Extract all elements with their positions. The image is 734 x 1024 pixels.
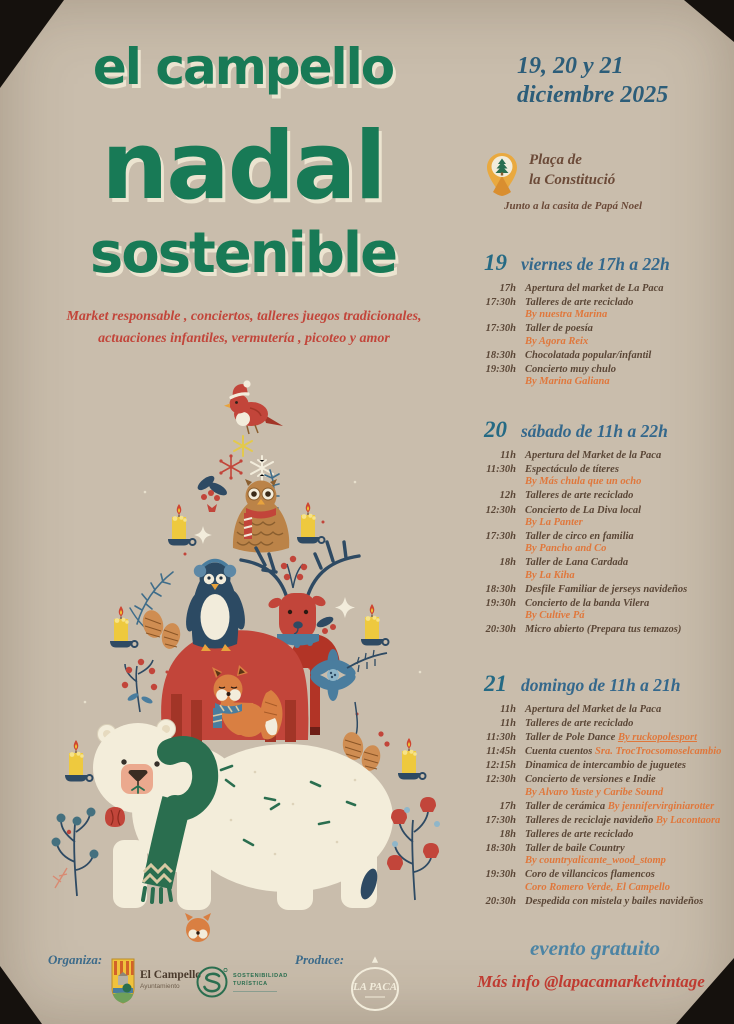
event-subline — [525, 309, 728, 321]
event-time: 11h — [500, 704, 516, 715]
event-credit-text: Coro Romero Verde, El Campello — [525, 881, 670, 893]
event-credit-text: By Pancho and Co — [525, 543, 607, 555]
event-text: Taller de circo en familia — [525, 530, 634, 542]
event-time: 12:30h — [485, 504, 516, 516]
event-text: Coro de villancicos flamencos — [525, 869, 655, 881]
day-header: viernes de 17h a 22h — [521, 254, 670, 274]
day-number: 20 — [484, 417, 507, 442]
event-time: 19:30h — [485, 363, 516, 375]
event-text: Cuenta cuentos — [525, 746, 596, 758]
schedule-item — [468, 774, 728, 799]
event-subline — [525, 376, 728, 388]
berry-plant-left — [122, 659, 157, 712]
event-description — [525, 350, 728, 362]
photo-corner-top-right — [684, 0, 734, 42]
slogo-divider — [233, 991, 277, 992]
schedule-item — [468, 283, 728, 295]
schedule-item — [468, 323, 728, 348]
sostenibilidad-logo-text — [233, 972, 288, 992]
event-description — [525, 283, 728, 295]
event-credit-text: By nuestra Marina — [525, 309, 608, 321]
day-header-row — [468, 250, 728, 276]
day-items — [468, 704, 728, 908]
event-time: 17:30h — [485, 297, 516, 309]
event-description — [525, 704, 728, 716]
event-text: Apertura del market de La Paca — [525, 283, 664, 294]
owl-illustration — [233, 479, 289, 553]
dates-line1: 19, 20 y 21 — [517, 53, 624, 79]
event-credit-text: By Alvaro Yuste y Caribe Sound — [525, 786, 664, 798]
location-line2: la Constitució — [529, 171, 616, 188]
schedule-item — [468, 557, 728, 582]
event-time: 17:30h — [485, 530, 516, 542]
day-items — [468, 450, 728, 636]
slogo-line2: TURÍSTICA — [233, 981, 268, 988]
free-event-text: evento gratuito — [529, 936, 661, 960]
event-time: 18h — [499, 557, 516, 569]
event-credit-text: By ruckopolesport — [617, 732, 697, 744]
event-time: 18:30h — [485, 842, 516, 854]
event-text: Talleres de arte reciclado — [525, 297, 634, 309]
event-description — [525, 718, 728, 730]
red-berry-branch — [281, 556, 307, 588]
event-description — [525, 464, 728, 489]
schedule-item — [468, 869, 728, 894]
event-text: Concierto de la banda Vilera — [525, 597, 650, 609]
event-credit-text: By La Kiha — [525, 569, 575, 581]
schedule-item — [468, 843, 728, 868]
schedule-item — [468, 760, 728, 772]
event-credit-text: By Marina Galiana — [525, 376, 610, 388]
event-description — [525, 896, 728, 908]
location-pin-with-tree-icon — [486, 152, 518, 197]
schedule-item — [468, 718, 728, 730]
day-header-row — [468, 417, 728, 443]
event-time: 18:30h — [485, 583, 516, 595]
event-credit-text: By countryalicante_wood_stomp — [525, 855, 666, 867]
event-time: 20:30h — [485, 895, 516, 907]
event-description — [525, 624, 728, 636]
event-text: Talleres de arte reciclado — [525, 828, 634, 840]
schedule-item — [468, 732, 728, 744]
schedule-item — [468, 896, 728, 908]
produce-label: Produce: — [295, 952, 345, 967]
event-time: 19:30h — [485, 869, 516, 881]
lapaca-logo-text: LA PACA — [352, 981, 398, 993]
location-name — [529, 151, 719, 190]
event-credit-text: Sra. TrocTrocsomoselcambio — [595, 746, 722, 758]
robin-bird-illustration — [224, 380, 283, 434]
white-sparkle-right — [335, 597, 355, 618]
event-text: Desfile Familiar de jerseys navideños — [525, 583, 688, 595]
holly-sprig — [195, 473, 229, 512]
pinecones-left — [140, 608, 183, 651]
event-subline — [525, 336, 728, 348]
schedule-day-20 — [468, 417, 728, 638]
event-credit-text: By Agora Reix — [525, 335, 589, 347]
event-text: Taller de Pole Dance — [525, 732, 618, 744]
event-credit-text: By Lacontaora — [655, 814, 721, 826]
event-time: 11:45h — [486, 746, 516, 758]
event-description — [525, 843, 728, 868]
location-line1: Plaça de — [529, 152, 582, 168]
event-text: Chocolatada popular/infantil — [525, 349, 652, 361]
event-text: Dinamica de intercambio de juguetes — [525, 760, 686, 772]
day-number: 21 — [484, 671, 507, 696]
event-description — [525, 490, 728, 502]
schedule-item — [468, 815, 728, 827]
event-subline — [525, 882, 728, 894]
event-time: 17h — [499, 800, 516, 812]
event-text: Despedida con mistela y bailes navideños — [525, 895, 704, 907]
event-time: 11:30h — [486, 732, 516, 744]
event-credit-text: By jennifervirginiarotter — [607, 800, 715, 812]
schedule-item — [468, 490, 728, 502]
event-description — [525, 732, 728, 744]
organiza-label: Organiza: — [48, 952, 103, 967]
subtitle-line1: Market responsable , conciertos, talleres juegos tradicionales, — [66, 309, 422, 324]
poster-title-line3: sostenible — [89, 221, 397, 286]
slogo-line1: SOSTENIBILIDAD — [233, 973, 288, 979]
event-subline — [525, 476, 728, 488]
event-credit-text: By La Panter — [525, 516, 583, 528]
schedule-item — [468, 598, 728, 623]
event-description — [525, 531, 728, 556]
event-description — [525, 869, 728, 894]
event-subline — [525, 517, 728, 529]
event-text: Talleres de arte reciclado — [525, 718, 634, 730]
dates-line2: diciembre 2025 — [517, 82, 669, 109]
day-header-row — [468, 671, 728, 697]
schedule-item — [468, 584, 728, 596]
peeking-fox-face — [185, 913, 211, 942]
schedule-item — [468, 364, 728, 389]
schedule-item — [468, 624, 728, 636]
schedule-item — [468, 450, 728, 462]
event-text: Concierto de versiones e Indie — [525, 774, 656, 786]
schedule-item — [468, 464, 728, 489]
event-description — [525, 364, 728, 389]
event-text: Talleres de arte reciclado — [525, 490, 634, 502]
event-description — [525, 774, 728, 799]
event-subline — [525, 543, 728, 555]
event-time: 19:30h — [485, 597, 516, 609]
event-description — [525, 450, 728, 462]
poster-title-line1: el campello — [92, 38, 394, 96]
event-description — [525, 815, 728, 827]
schedule-item — [468, 746, 728, 758]
event-description — [525, 584, 728, 596]
schedule-item — [468, 505, 728, 530]
schedule-item — [468, 350, 728, 362]
yellow-snowflake — [234, 436, 252, 456]
event-description — [525, 598, 728, 623]
event-text: Apertura del Market de la Paca — [525, 704, 662, 715]
schedule-item — [468, 704, 728, 716]
event-time: 11h — [500, 718, 516, 730]
schedule-day-19 — [468, 250, 728, 390]
event-description — [525, 297, 728, 322]
poster-title-line2: nadal — [101, 112, 385, 221]
event-description — [525, 829, 728, 841]
campello-logo-name: El Campello — [140, 969, 202, 981]
event-text: Talleres de reciclaje navideño — [525, 814, 656, 826]
photo-corner-bottom-left — [0, 966, 42, 1024]
schedule-item — [468, 531, 728, 556]
event-time: 12h — [499, 490, 516, 502]
event-time: 11h — [500, 450, 516, 461]
sostenibilidad-turistica-logo — [196, 966, 228, 998]
la-paca-logo — [349, 956, 401, 1014]
event-text: Concierto de La Diva local — [525, 504, 642, 516]
event-text: Taller de Lana Cardada — [525, 557, 629, 569]
event-description — [525, 801, 728, 813]
day-items — [468, 283, 728, 388]
day-header: sábado de 11h a 22h — [521, 421, 668, 441]
red-snowflake — [219, 454, 242, 479]
event-text: Taller de poesía — [525, 323, 593, 335]
el-campello-crest-logo — [110, 958, 136, 1004]
event-subline — [525, 570, 728, 582]
event-description — [525, 557, 728, 582]
event-text: Micro abierto (Prepara tus temazos) — [525, 624, 682, 636]
event-subline — [525, 787, 728, 799]
event-time: 12:15h — [485, 760, 516, 772]
event-text: Taller de baile Country — [525, 842, 625, 854]
event-time: 12:30h — [485, 774, 516, 786]
event-credit-text: By Más chula que un ocho — [525, 476, 642, 488]
event-time: 17:30h — [485, 323, 516, 335]
day-header: domingo de 11h a 21h — [521, 675, 681, 695]
event-description — [525, 323, 728, 348]
event-time: 17h — [499, 283, 516, 294]
animal-tree-illustration — [25, 372, 445, 942]
event-time: 11:30h — [486, 464, 516, 476]
schedule-item — [468, 297, 728, 322]
event-text: Concierto muy chulo — [525, 363, 617, 375]
location-note: Junto a la casita de Papá Noel — [504, 200, 643, 212]
event-time: 20:30h — [485, 624, 516, 636]
event-time: 18:30h — [485, 349, 516, 361]
white-sparkle-left — [194, 526, 212, 544]
event-dates — [517, 52, 727, 111]
event-text: Taller de cerámica — [525, 800, 608, 812]
event-text: Apertura del Market de la Paca — [525, 450, 662, 461]
event-description — [525, 760, 728, 772]
schedule-day-21 — [468, 671, 728, 910]
event-time: 18h — [499, 828, 516, 840]
event-description — [525, 505, 728, 530]
schedule-item — [468, 829, 728, 841]
event-subline — [525, 855, 728, 867]
campello-logo-subtitle: Ayuntamiento — [140, 983, 180, 990]
day-number: 19 — [484, 250, 507, 275]
event-subline — [525, 610, 728, 622]
event-time: 17:30h — [485, 814, 516, 826]
berry-bush-bottom-left — [52, 808, 99, 897]
event-text: Espectáculo de títeres — [525, 464, 619, 476]
event-credit-text: By Cultive Pá — [525, 609, 585, 621]
more-info-handle: Más info @lapacamarketvintage — [477, 972, 705, 991]
poster-subtitle — [38, 306, 450, 349]
schedule-item — [468, 801, 728, 813]
subtitle-line2: actuaciones infantiles, vermutería , picoteo y amor — [98, 330, 390, 346]
event-description — [525, 746, 728, 758]
